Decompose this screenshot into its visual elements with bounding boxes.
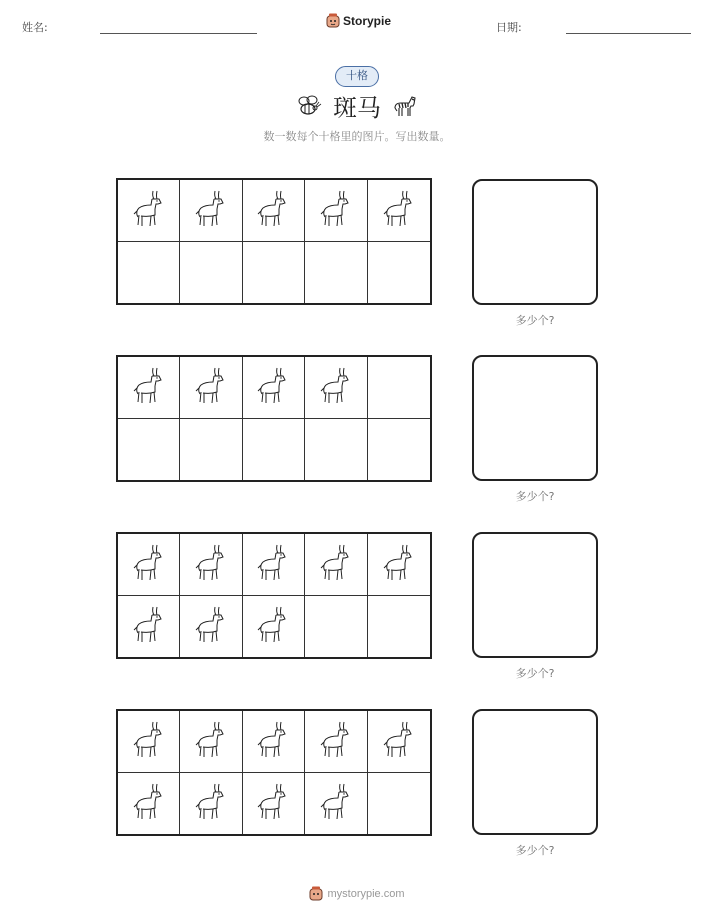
gazelle-icon — [253, 603, 293, 649]
ten-frame-cell — [118, 711, 180, 773]
zebra-icon — [391, 92, 419, 120]
footer — [0, 886, 714, 901]
answer-prompt-3: 多少个? — [515, 667, 555, 680]
ten-frame-cell — [180, 773, 242, 835]
ten-frame-cell — [243, 711, 305, 773]
ten-frame-cell — [118, 242, 180, 304]
ten-frame-cell — [118, 773, 180, 835]
ten-frame-cell — [305, 242, 367, 304]
gazelle-icon — [191, 541, 231, 587]
gazelle-icon — [129, 187, 169, 233]
ten-frame-cell — [243, 357, 305, 419]
ten-frame-cell — [118, 419, 180, 481]
gazelle-icon — [129, 364, 169, 410]
ten-frame-cell — [305, 419, 367, 481]
gazelle-icon — [379, 541, 419, 587]
gazelle-icon — [253, 780, 293, 826]
answer-box-1[interactable] — [472, 179, 598, 305]
gazelle-icon — [379, 718, 419, 764]
ten-frame-cell — [180, 596, 242, 658]
ten-frame-cell — [305, 534, 367, 596]
ten-frame-cell — [180, 711, 242, 773]
gazelle-icon — [191, 187, 231, 233]
ten-frame-3 — [116, 532, 432, 659]
gazelle-icon — [316, 187, 356, 233]
ten-frame-cell — [305, 180, 367, 242]
gazelle-icon — [253, 364, 293, 410]
ten-frame-cell — [368, 357, 430, 419]
title-row — [0, 88, 714, 123]
ten-frame-cell — [305, 773, 367, 835]
ten-frame-cell — [180, 419, 242, 481]
gazelle-icon — [191, 603, 231, 649]
gazelle-icon — [253, 718, 293, 764]
ten-frame-cell — [305, 596, 367, 658]
ten-frame-cell — [118, 534, 180, 596]
gazelle-icon — [253, 187, 293, 233]
answer-prompt-4: 多少个? — [515, 844, 555, 857]
ten-frame-cell — [243, 242, 305, 304]
gazelle-icon — [379, 187, 419, 233]
gazelle-icon — [191, 718, 231, 764]
ten-frame-cell — [368, 534, 430, 596]
name-line[interactable] — [100, 33, 257, 34]
ten-frame-cell — [368, 180, 430, 242]
name-label: 姓名: — [22, 21, 48, 34]
gazelle-icon — [129, 718, 169, 764]
ten-frame-cell — [368, 419, 430, 481]
bee-icon — [295, 92, 323, 120]
ten-frame-cell — [118, 357, 180, 419]
ten-frame-cell — [118, 596, 180, 658]
footer-url[interactable]: mystorypie.com — [327, 887, 405, 900]
gazelle-icon — [316, 541, 356, 587]
ten-frame-cell — [305, 711, 367, 773]
answer-prompt-1: 多少个? — [515, 314, 555, 327]
answer-box-4[interactable] — [472, 709, 598, 835]
gazelle-icon — [191, 780, 231, 826]
gazelle-icon — [316, 718, 356, 764]
instruction-text: 数一数每个十格里的图片。写出数量。 — [263, 130, 451, 143]
ten-frame-cell — [368, 596, 430, 658]
gazelle-icon — [316, 780, 356, 826]
answer-box-3[interactable] — [472, 532, 598, 658]
ten-frame-badge: 十格 — [335, 66, 379, 87]
ten-frame-cell — [368, 773, 430, 835]
gazelle-icon — [316, 364, 356, 410]
ten-frame-cell — [243, 180, 305, 242]
ten-frame-cell — [180, 180, 242, 242]
ten-frame-cell — [180, 357, 242, 419]
ten-frame-cell — [180, 242, 242, 304]
ten-frame-cell — [180, 534, 242, 596]
ten-frame-cell — [243, 534, 305, 596]
brand-name: Storypie — [343, 13, 392, 28]
ten-frame-cell — [368, 242, 430, 304]
ten-frame-cell — [118, 180, 180, 242]
page-title: 斑马 — [333, 94, 381, 122]
answer-prompt-2: 多少个? — [515, 490, 555, 503]
gazelle-icon — [253, 541, 293, 587]
gazelle-icon — [129, 603, 169, 649]
ten-frame-1 — [116, 178, 432, 305]
gazelle-icon — [129, 541, 169, 587]
ten-frame-cell — [305, 357, 367, 419]
ten-frame-cell — [243, 773, 305, 835]
ten-frame-cell — [368, 711, 430, 773]
brand-logo — [326, 13, 391, 28]
gazelle-icon — [191, 364, 231, 410]
storypie-logo-icon — [326, 13, 340, 28]
ten-frame-2 — [116, 355, 432, 482]
footer-logo-icon — [309, 886, 323, 901]
date-line[interactable] — [566, 33, 691, 34]
gazelle-icon — [129, 780, 169, 826]
ten-frame-cell — [243, 596, 305, 658]
ten-frame-4 — [116, 709, 432, 836]
ten-frame-cell — [243, 419, 305, 481]
answer-box-2[interactable] — [472, 355, 598, 481]
date-label: 日期: — [496, 21, 522, 34]
